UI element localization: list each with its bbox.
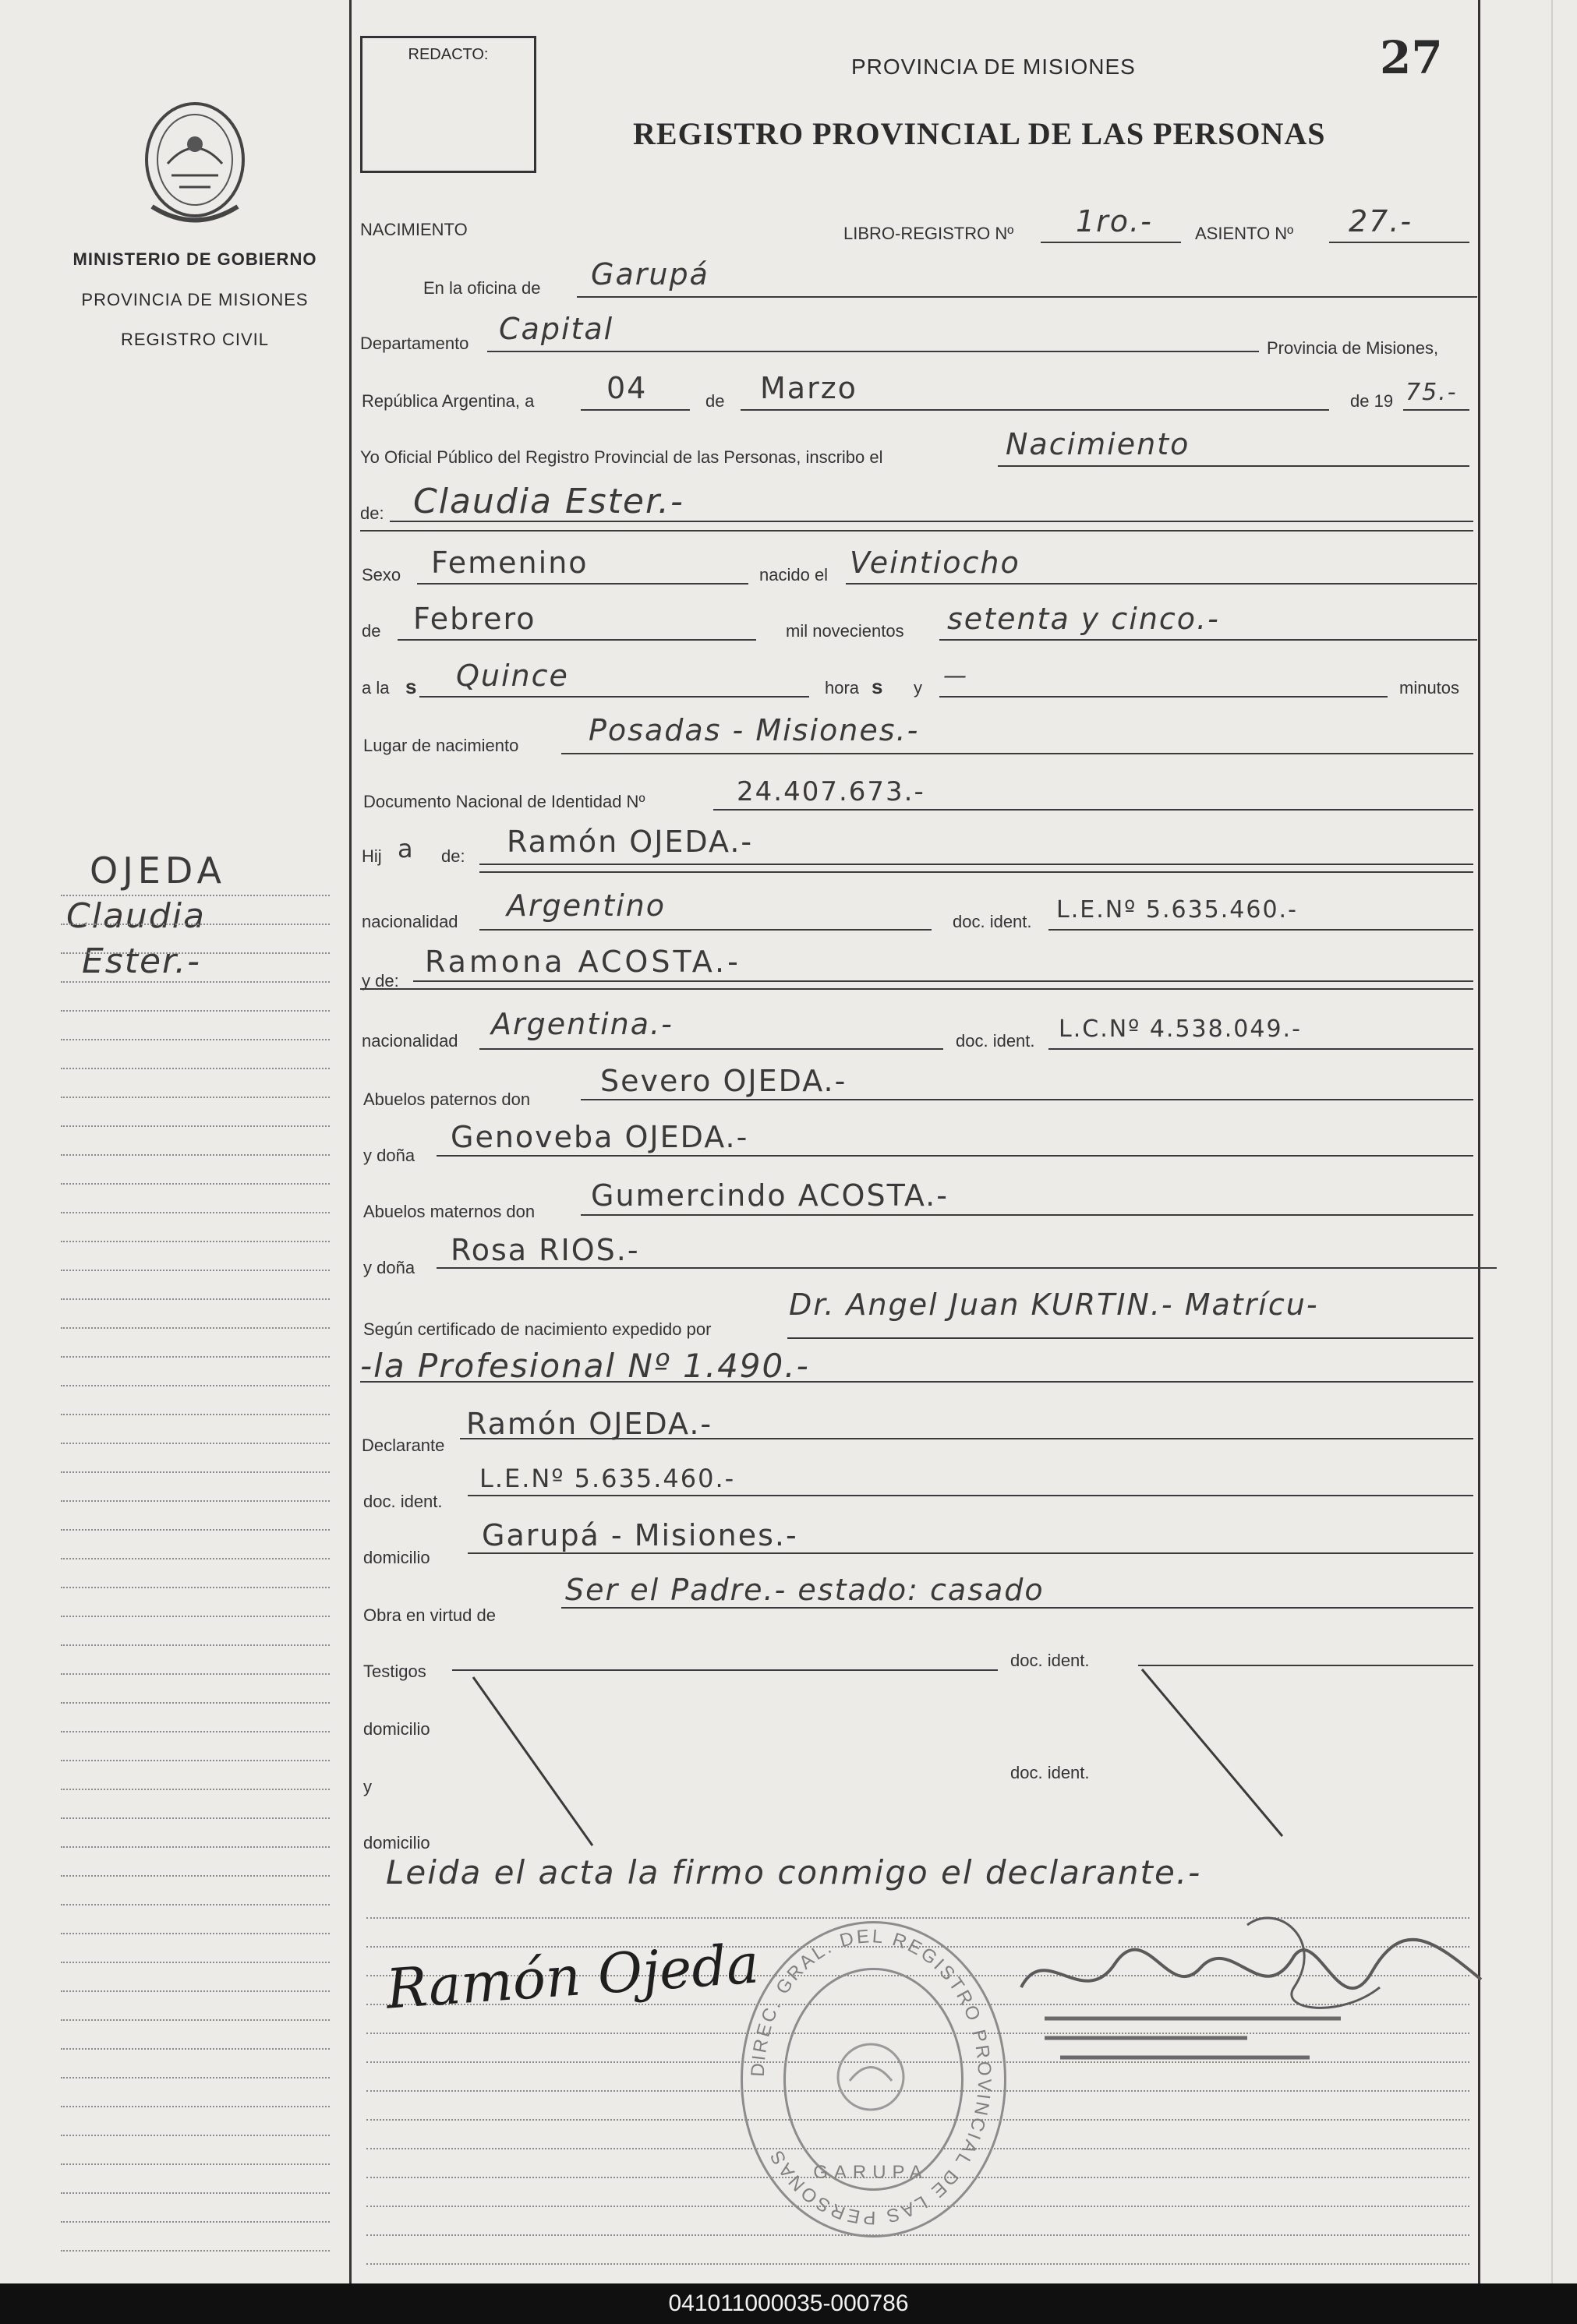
abuela-mat-value: Rosa RIOS.- bbox=[451, 1233, 640, 1267]
minutos-value: — bbox=[943, 662, 968, 690]
abuela-pat-value: Genoveba OJEDA.- bbox=[451, 1120, 749, 1154]
asiento-label: ASIENTO Nº bbox=[1195, 224, 1294, 243]
y-dona-label: y doña bbox=[363, 1146, 415, 1165]
departamento-value: Capital bbox=[499, 312, 614, 346]
official-signature bbox=[1013, 1894, 1497, 2073]
domicilio-value: Garupá - Misiones.- bbox=[482, 1518, 798, 1552]
horas-label: hora bbox=[825, 678, 860, 698]
y-label: y bbox=[914, 678, 922, 698]
oficial-label: Yo Oficial Público del Registro Provincial de las Personas, inscribo el bbox=[360, 447, 883, 467]
y-dona-label-2: y doña bbox=[363, 1258, 415, 1277]
doc-ident-label: doc. ident. bbox=[953, 912, 1032, 931]
nacionalidad-label: nacionalidad bbox=[362, 912, 458, 931]
main-dotted-line bbox=[366, 2234, 1469, 2236]
sexo-label: Sexo bbox=[362, 565, 401, 585]
domicilio-label: domicilio bbox=[363, 1548, 430, 1567]
sexo-value: Femenino bbox=[431, 546, 589, 580]
nombre-value: Claudia Ester.- bbox=[413, 482, 684, 521]
stamp-text-ring bbox=[741, 1921, 1002, 2233]
madre-nac-value: Argentina.- bbox=[491, 1007, 674, 1041]
padre-value: Ramón OJEDA.- bbox=[507, 825, 754, 859]
margin-second-name: Ester.- bbox=[82, 941, 201, 981]
doc-ident-label-3: doc. ident. bbox=[363, 1492, 443, 1511]
margin-surname: OJEDA bbox=[90, 849, 226, 892]
nacionalidad-label-2: nacionalidad bbox=[362, 1031, 458, 1051]
minutos-label: minutos bbox=[1399, 678, 1460, 698]
madre-value: Ramona ACOSTA.- bbox=[425, 945, 741, 979]
de-label-2: de: bbox=[360, 503, 384, 523]
anio-value: 75.- bbox=[1406, 379, 1458, 406]
lugar-value: Posadas - Misiones.- bbox=[589, 713, 920, 747]
sidebar-registry: REGISTRO CIVIL bbox=[120, 330, 270, 349]
anio-label: de 19 bbox=[1350, 391, 1394, 411]
header-province: PROVINCIA DE MISIONES bbox=[851, 55, 1136, 79]
republica-label: República Argentina, a bbox=[362, 391, 535, 411]
mes-value: Marzo bbox=[760, 371, 857, 405]
declarante-signature: Ramón Ojeda bbox=[384, 1931, 762, 2022]
footer-id-bar: 041011000035-000786 bbox=[0, 2283, 1577, 2324]
dia-nac-value: Veintiocho bbox=[850, 546, 1020, 580]
domicilio-label-2: domicilio bbox=[363, 1719, 430, 1739]
lugar-label: Lugar de nacimiento bbox=[363, 736, 519, 755]
redacto-label: REDACTO: bbox=[408, 46, 489, 63]
main-dotted-line bbox=[366, 2263, 1469, 2265]
page-number: 27 bbox=[1380, 31, 1443, 84]
libro-value: 1ro.- bbox=[1076, 204, 1153, 238]
doc-ident-label-2: doc. ident. bbox=[956, 1031, 1035, 1051]
ministry-title: MINISTERIO DE GOBIERNO bbox=[72, 249, 317, 269]
dni-value: 24.407.673.- bbox=[737, 776, 925, 807]
declarante-label: Declarante bbox=[362, 1436, 445, 1455]
libro-label: LIBRO-REGISTRO Nº bbox=[843, 224, 1014, 243]
oficina-label: En la oficina de bbox=[423, 278, 541, 298]
hora-label-a: a la bbox=[362, 678, 390, 698]
abuelo-pat-value: Severo OJEDA.- bbox=[600, 1064, 847, 1098]
certificado-label: Según certificado de nacimiento expedido por bbox=[363, 1319, 712, 1339]
certificado-value-1: Dr. Angel Juan KURTIN.- Matrícu- bbox=[789, 1287, 1319, 1322]
dia-value: 04 bbox=[606, 371, 648, 405]
domicilio-label-3: domicilio bbox=[363, 1833, 430, 1852]
asiento-value: 27.- bbox=[1349, 204, 1413, 238]
certificado-value-2: -la Profesional Nº 1.490.- bbox=[360, 1347, 810, 1385]
provincia-suffix: Provincia de Misiones, bbox=[1267, 338, 1439, 358]
abuelos-pat-label: Abuelos paternos don bbox=[363, 1090, 531, 1109]
mes-nac-value: Febrero bbox=[413, 602, 536, 636]
padre-doc-value: L.E.Nº 5.635.460.- bbox=[1056, 896, 1298, 924]
acto-value: Nacimiento bbox=[1006, 427, 1190, 461]
margin-first-name: Claudia bbox=[66, 896, 206, 936]
horas-s: s bbox=[872, 675, 883, 698]
dni-label: Documento Nacional de Identidad Nº bbox=[363, 792, 645, 811]
closing-text: Leida el acta la firmo conmigo el declarante.- bbox=[386, 1853, 1202, 1891]
record-type: NACIMIENTO bbox=[360, 220, 468, 239]
stamp-place: GARUPA bbox=[813, 2162, 928, 2183]
de-label-3: de bbox=[362, 621, 381, 641]
doc-ident-label-4: doc. ident. bbox=[1010, 1651, 1090, 1670]
declarante-doc-value: L.E.Nº 5.635.460.- bbox=[479, 1464, 736, 1493]
oficina-value: Garupá bbox=[591, 257, 709, 291]
de-label: de bbox=[705, 391, 725, 411]
y-label-2: y bbox=[363, 1777, 372, 1796]
padre-nac-value: Argentino bbox=[507, 888, 666, 923]
madre-doc-value: L.C.Nº 4.538.049.- bbox=[1059, 1015, 1302, 1043]
hij-suffix: a bbox=[398, 834, 415, 864]
anio-nac-value: setenta y cinco.- bbox=[947, 602, 1220, 636]
doc-ident-label-5: doc. ident. bbox=[1010, 1763, 1090, 1782]
obra-label: Obra en virtud de bbox=[363, 1605, 496, 1625]
obra-value: Ser el Padre.- estado: casado bbox=[565, 1573, 1045, 1607]
registry-title: REGISTRO PROVINCIAL DE LAS PERSONAS bbox=[633, 116, 1326, 151]
hora-s: s bbox=[405, 675, 417, 698]
stamp-text: DIREC. GRAL. DEL REGISTRO PROVINCIAL DE LAS PERSONAS bbox=[747, 1926, 995, 2228]
nacido-label: nacido el bbox=[759, 565, 829, 585]
abuelos-mat-label: Abuelos maternos don bbox=[363, 1202, 536, 1221]
de-label-4: de: bbox=[441, 846, 465, 866]
declarante-value: Ramón OJEDA.- bbox=[466, 1407, 713, 1441]
departamento-label: Departamento bbox=[360, 334, 469, 353]
abuelo-mat-value: Gumercindo ACOSTA.- bbox=[591, 1178, 949, 1213]
hora-value: Quince bbox=[456, 659, 569, 693]
sidebar-province: PROVINCIA DE MISIONES bbox=[81, 290, 309, 309]
hij-label: Hij bbox=[362, 846, 382, 866]
testigos-label: Testigos bbox=[363, 1662, 426, 1681]
y-de-label: y de: bbox=[362, 971, 399, 991]
mil-label: mil novecientos bbox=[786, 621, 904, 641]
